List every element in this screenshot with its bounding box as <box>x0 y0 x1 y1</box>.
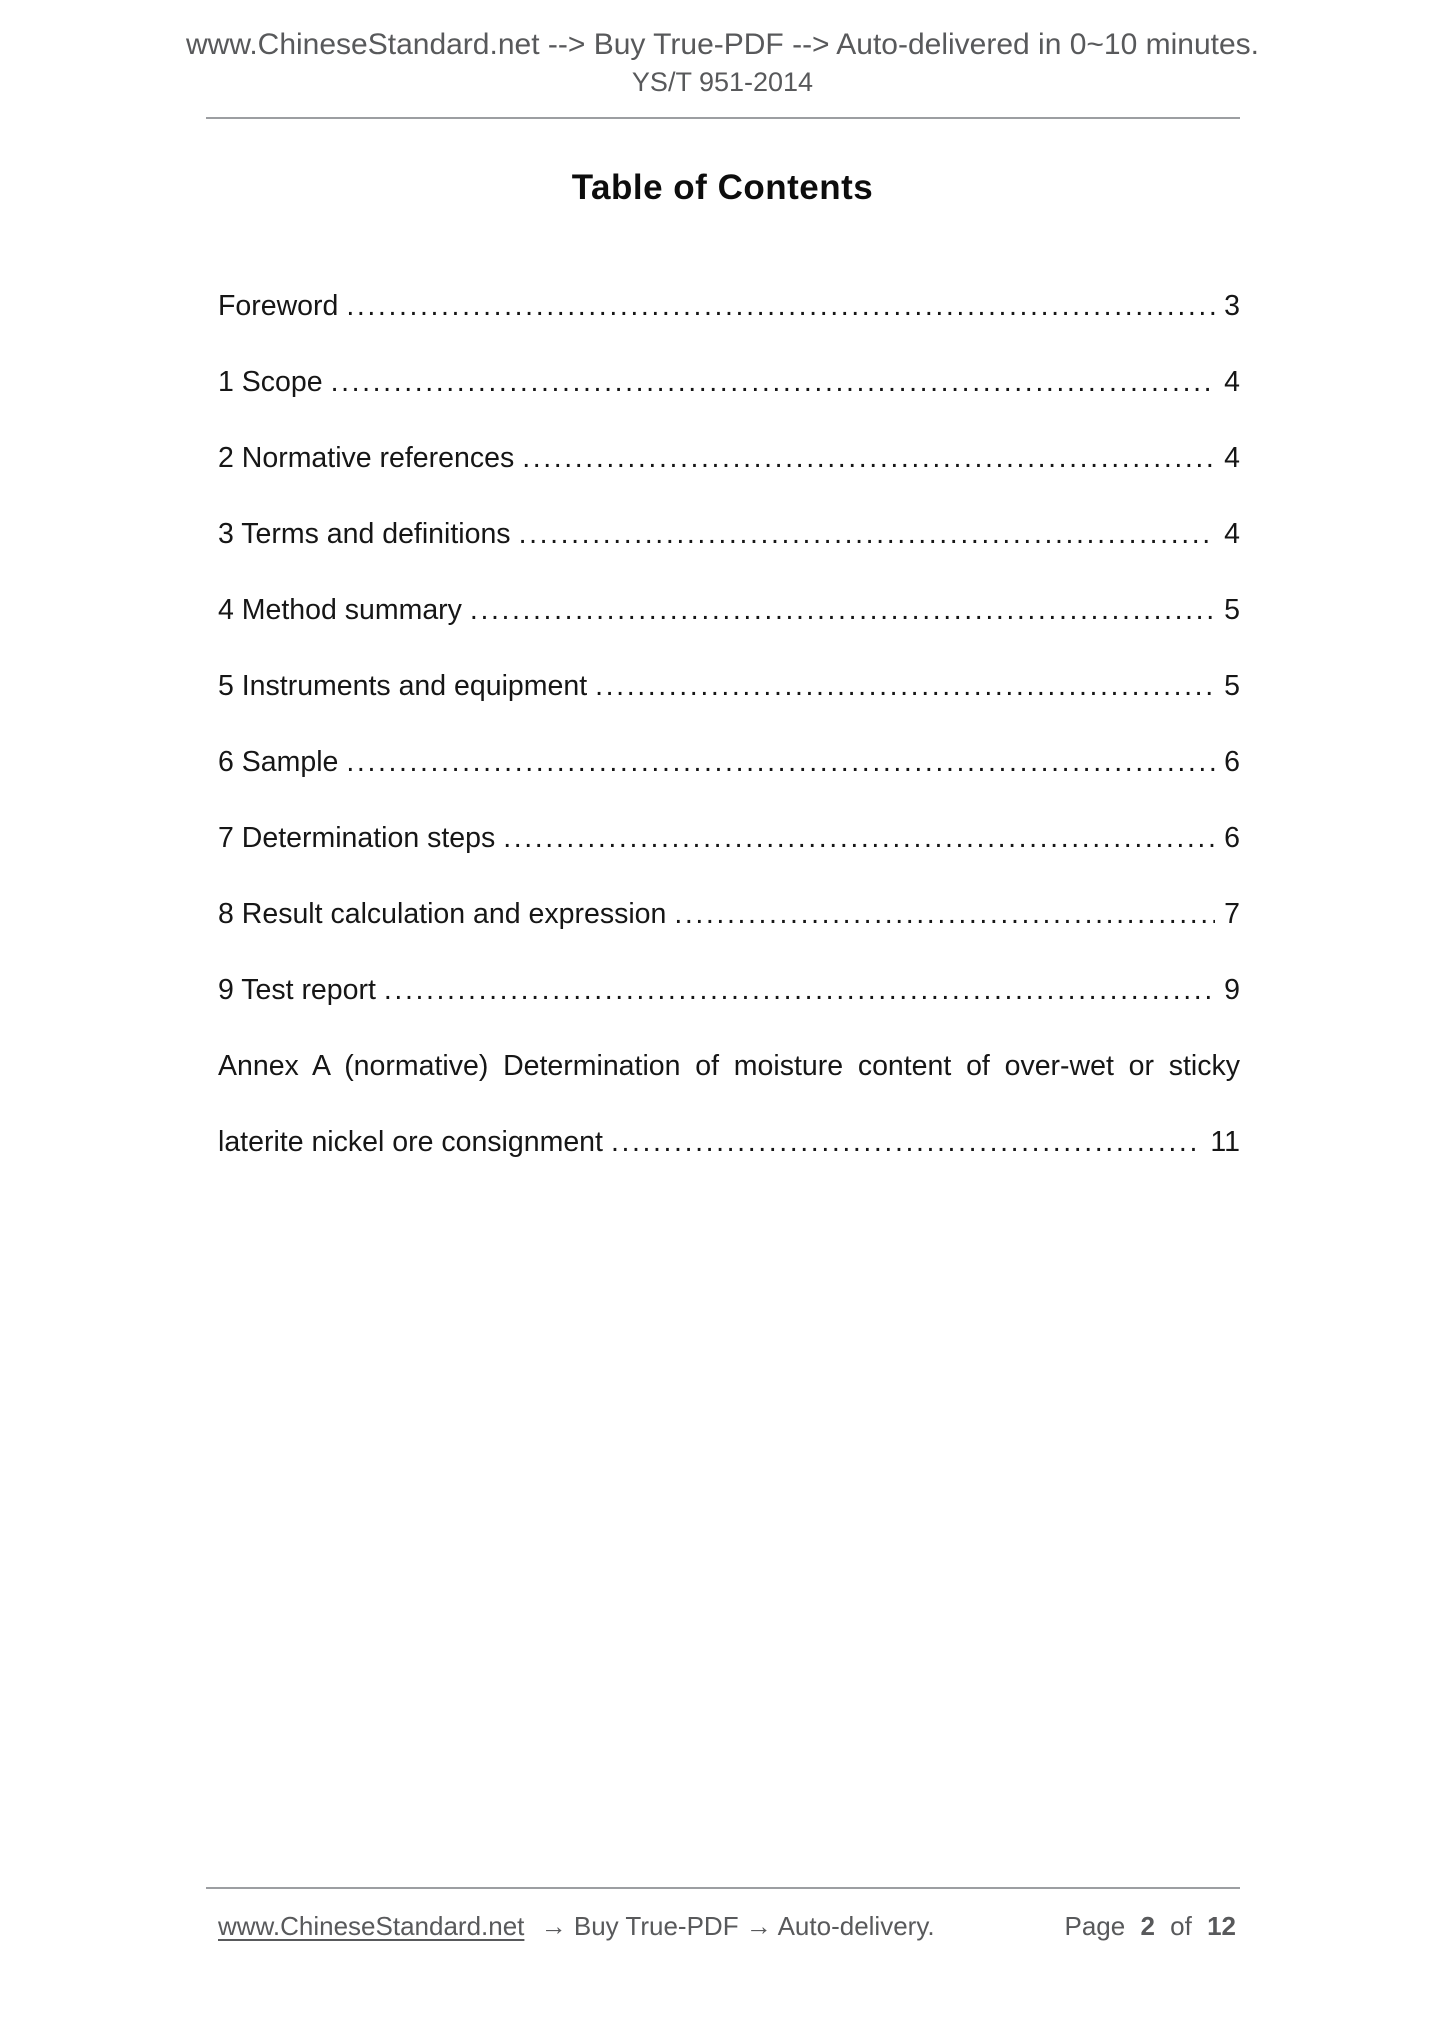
footer-tagline: → Buy True-PDF → Auto-delivery. <box>540 1911 935 1941</box>
dot-leader <box>470 592 1215 628</box>
toc-entry <box>218 820 1240 856</box>
page-header <box>0 26 1445 98</box>
toc-entry <box>218 668 1240 704</box>
dot-leader <box>674 896 1215 932</box>
toc-entry-label: 7 Determination steps <box>218 822 496 854</box>
toc-entry <box>218 364 1240 400</box>
footer-promo <box>218 1910 935 1942</box>
dot-leader <box>503 820 1215 856</box>
toc-annex-entry-line1: Annex A (normative) Determination of moisture content of over-wet or sticky <box>218 1050 1240 1082</box>
page-word: Page <box>1064 1911 1126 1941</box>
toc-entry-page: 9 <box>1224 974 1240 1006</box>
dot-leader <box>522 440 1215 476</box>
toc-entry-page: 6 <box>1224 746 1240 778</box>
toc-entry-page: 6 <box>1224 822 1240 854</box>
dot-leader <box>611 1124 1201 1160</box>
toc-entry-page: 4 <box>1224 366 1240 398</box>
toc-entry-label: 6 Sample <box>218 746 339 778</box>
toc-entry <box>218 972 1240 1008</box>
dot-leader <box>519 516 1216 552</box>
website-link[interactable]: www.ChineseStandard.net <box>218 1911 525 1941</box>
toc-annex-entry-line2 <box>218 1124 1240 1160</box>
dot-leader <box>384 972 1215 1008</box>
toc-entry-label: 4 Method summary <box>218 594 462 626</box>
toc-entry-page: 4 <box>1224 442 1240 474</box>
toc-entry-label: 3 Terms and definitions <box>218 518 511 550</box>
total-page-number: 12 <box>1207 1911 1236 1941</box>
page-footer <box>218 1910 1240 1942</box>
dot-leader <box>346 744 1215 780</box>
toc-entry-label: 8 Result calculation and expression <box>218 898 667 930</box>
toc-entry-label: 2 Normative references <box>218 442 515 474</box>
toc-entry-page: 4 <box>1224 518 1240 550</box>
dot-leader <box>331 364 1216 400</box>
footer-divider <box>206 1887 1240 1889</box>
header-promo-text: www.ChineseStandard.net --> Buy True-PDF --> Auto-delivered in 0~10 minutes. <box>185 28 1260 61</box>
toc-entry-label: Foreword <box>218 290 339 322</box>
toc-entry-page: 7 <box>1224 898 1240 930</box>
toc-entry-label: laterite nickel ore consignment <box>218 1126 603 1158</box>
toc-entry <box>218 592 1240 628</box>
dot-leader <box>346 288 1215 324</box>
toc-entry-page: 3 <box>1224 290 1240 322</box>
toc-entry-label: 9 Test report <box>218 974 376 1006</box>
table-of-contents <box>218 288 1240 1200</box>
toc-entry <box>218 288 1240 324</box>
of-word: of <box>1170 1911 1192 1941</box>
page-indicator <box>1060 1910 1240 1942</box>
standard-code: YS/T 951-2014 <box>631 67 814 97</box>
toc-entry <box>218 896 1240 932</box>
toc-entry-page: 11 <box>1210 1126 1240 1158</box>
toc-entry <box>218 744 1240 780</box>
toc-entry-page: 5 <box>1224 670 1240 702</box>
toc-entry-page: 5 <box>1224 594 1240 626</box>
dot-leader <box>595 668 1215 704</box>
current-page-number: 2 <box>1140 1911 1155 1941</box>
toc-entry-label: 5 Instruments and equipment <box>218 670 588 702</box>
toc-entry-label: 1 Scope <box>218 366 323 398</box>
toc-entry <box>218 440 1240 476</box>
toc-entry <box>218 516 1240 552</box>
page-title: Table of Contents <box>571 168 874 207</box>
header-divider <box>206 117 1240 119</box>
